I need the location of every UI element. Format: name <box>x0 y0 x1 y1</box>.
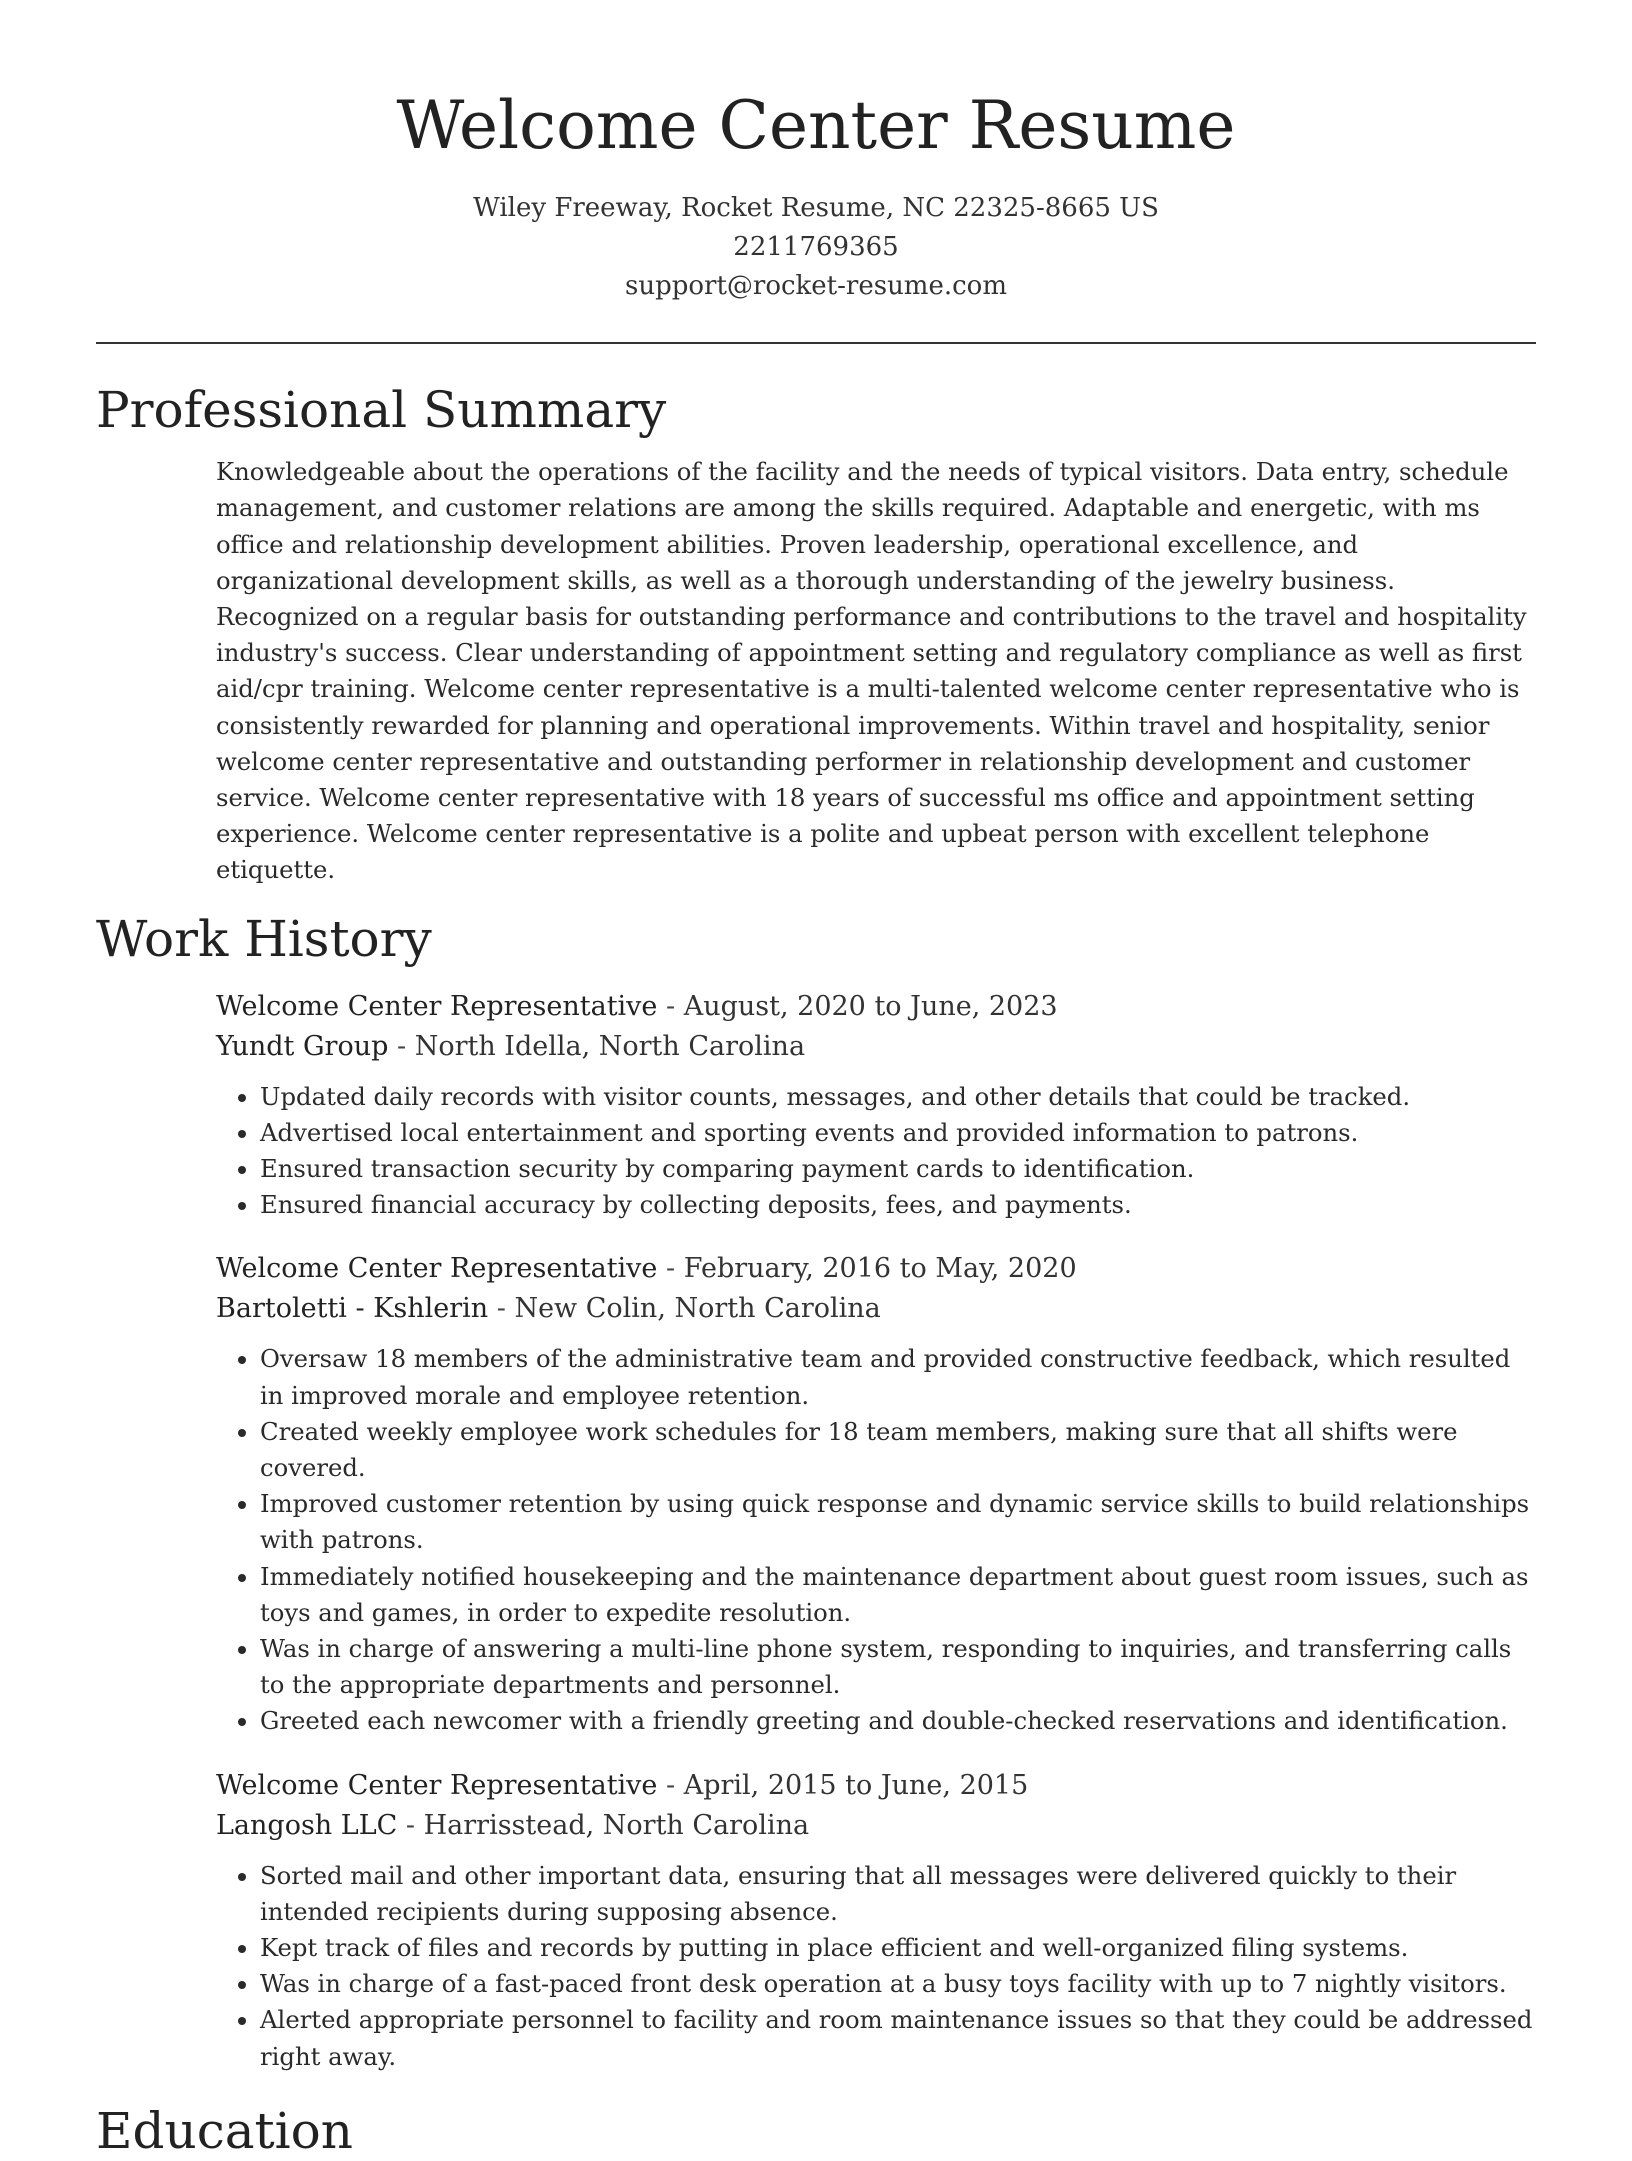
job-company-line <box>216 1027 1536 1067</box>
job-separator: - <box>657 990 684 1022</box>
job-company: Yundt Group <box>216 1030 389 1062</box>
education-section <box>96 2101 1536 2161</box>
job-bullet: • Oversaw 18 members of the administrative team and provided constructive feedback, which resulted in improved morale and employee retention. <box>260 1341 1536 1413</box>
job-bullet: • Ensured transaction security by comparing payment cards to identification. <box>260 1151 1536 1187</box>
resume-header <box>96 0 1536 306</box>
job-title-line <box>216 1249 1536 1289</box>
job-title: Welcome Center Representative <box>216 990 658 1022</box>
job-bullets <box>216 1079 1536 1224</box>
job-company: Langosh LLC <box>216 1809 398 1841</box>
job-bullets <box>216 1858 1536 2075</box>
job-location: North Idella, North Carolina <box>414 1030 806 1062</box>
job-bullet: • Was in charge of answering a multi-line phone system, responding to inquiries, and transferring calls to the appropriate departments and personnel. <box>260 1631 1536 1703</box>
job-title: Welcome Center Representative <box>216 1253 658 1285</box>
job-title-line <box>216 987 1536 1027</box>
job-separator: - <box>657 1769 684 1801</box>
job-separator: - <box>397 1809 424 1841</box>
job-separator: - <box>657 1253 684 1285</box>
job-bullet: • Improved customer retention by using quick response and dynamic service skills to build relationships with patrons. <box>260 1486 1536 1558</box>
section-heading-work-history: Work History <box>96 909 432 968</box>
section-heading-education: Education <box>96 2101 353 2160</box>
contact-email: support@rocket-resume.com <box>624 271 1007 302</box>
job-bullets <box>216 1341 1536 1739</box>
job-bullet: • Advertised local entertainment and sporting events and provided information to patrons. <box>260 1115 1536 1151</box>
job-entry <box>216 1766 1536 2075</box>
header-divider <box>96 342 1536 344</box>
job-dates: February, 2016 to May, 2020 <box>683 1253 1077 1285</box>
job-company-line <box>216 1289 1536 1329</box>
job-dates: April, 2015 to June, 2015 <box>683 1769 1029 1801</box>
job-bullet: • Greeted each newcomer with a friendly greeting and double-checked reservations and identification. <box>260 1703 1536 1739</box>
job-bullet: • Was in charge of a fast-paced front desk operation at a busy toys facility with up to 7 nightly visitors. <box>260 1966 1536 2002</box>
work-history-section <box>96 909 1536 2075</box>
resume-title: Welcome Center Resume <box>396 87 1236 164</box>
job-bullet: • Updated daily records with visitor counts, messages, and other details that could be tracked. <box>260 1079 1536 1115</box>
job-entry <box>216 987 1536 1224</box>
job-location: Harrisstead, North Carolina <box>423 1809 810 1841</box>
job-separator: - <box>388 1030 415 1062</box>
job-title: Welcome Center Representative <box>216 1769 658 1801</box>
contact-phone: 2211769365 <box>733 232 899 263</box>
job-location: New Colin, North Carolina <box>514 1293 881 1325</box>
section-heading-summary: Professional Summary <box>96 381 667 440</box>
professional-summary-section <box>96 380 1536 888</box>
job-bullet: • Created weekly employee work schedules for 18 team members, making sure that all shifts were covered. <box>260 1414 1536 1486</box>
job-company-line <box>216 1806 1536 1846</box>
jobs-list <box>96 987 1536 2075</box>
job-bullet: • Immediately notified housekeeping and the maintenance department about guest room issues, such as toys and games, in order to expedite resolution. <box>260 1559 1536 1631</box>
job-bullet: • Alerted appropriate personnel to facility and room maintenance issues so that they could be addressed right away. <box>260 2002 1536 2074</box>
job-bullet: • Ensured financial accuracy by collecting deposits, fees, and payments. <box>260 1187 1536 1223</box>
job-separator: - <box>488 1293 515 1325</box>
job-dates: August, 2020 to June, 2023 <box>683 990 1058 1022</box>
job-bullet: • Sorted mail and other important data, ensuring that all messages were delivered quickly to their intended recipients during supposing absence. <box>260 1858 1536 1930</box>
summary-text: Knowledgeable about the operations of the facility and the needs of typical visitors. Data entry, schedule management, and customer relations are among the skills required. Adaptable and energetic, with ms office and relationship development abilities. Proven leadership, operational excellence, and organizational development skills, as well as a thorough understanding of the jewelry business. Recognized on a regular basis for outstanding performance and contributions to the travel and hospitality industry's success. Clear understanding of appointment setting and regulatory compliance as well as first aid/cpr training. Welcome center representative is a multi-talented welcome center representative who is consistently rewarded for planning and operational improvements. Within travel and hospitality, senior welcome center representative and outstanding performer in relationship development and customer service. Welcome center representative with 18 years of successful ms office and appointment setting experience. Welcome center representative is a polite and upbeat person with excellent telephone etiquette. <box>216 457 1527 885</box>
job-company: Bartoletti - Kshlerin <box>216 1293 489 1325</box>
job-bullet: • Kept track of files and records by putting in place efficient and well-organized filing systems. <box>260 1930 1536 1966</box>
job-entry <box>216 1249 1536 1739</box>
job-title-line <box>216 1766 1536 1806</box>
contact-address: Wiley Freeway, Rocket Resume, NC 22325-8665 US <box>473 193 1159 224</box>
